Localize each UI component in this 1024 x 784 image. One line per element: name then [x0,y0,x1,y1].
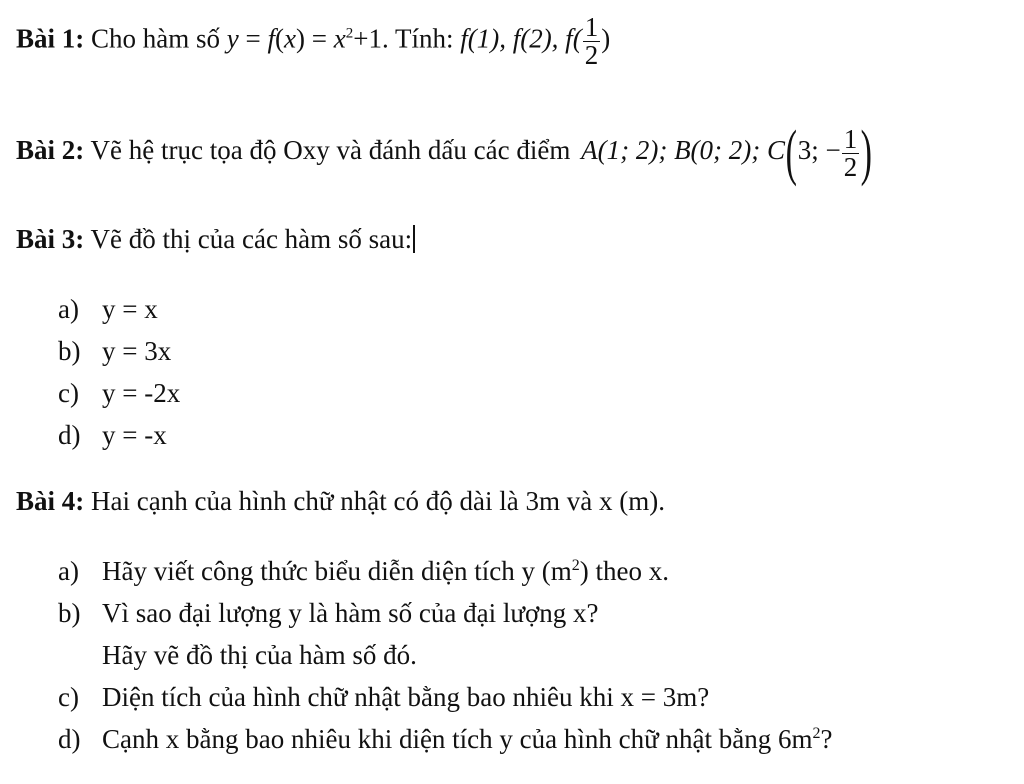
item-marker: d) [58,724,81,754]
exercise-4-label: Bài 4: [16,486,85,516]
item-text: y = x [102,294,158,324]
item-text: Diện tích của hình chữ nhật bằng bao nhiêu khi x = 3m? [102,682,710,712]
list-item [58,556,669,587]
superscript: 2 [571,557,580,574]
formula-y: y [226,23,239,54]
exercise-1-label: Bài 1: [16,23,85,54]
list-item [58,598,598,629]
item-marker: b) [58,336,81,366]
exercise-1: Bài 1: Cho hàm số $y = f(x) = x^2+1$. Tính: f(1), f(2), f( $\frac{1}{2}$ ) [16,12,611,70]
exercise-4-text: Hai cạnh của hình chữ nhật có độ dài là 3m và x (m). [91,486,665,516]
list-item [58,336,171,367]
exercise-4 [16,486,665,517]
compute-label: Tính: [394,23,454,54]
item-text: y = -2x [102,378,181,408]
exercise-3-text: Vẽ đồ thị của các hàm số sau: [90,224,413,254]
fraction-one-half: $\frac{1}{2}$ [584,12,599,70]
exercise-2-label: Bài 2: [16,135,85,166]
period: . [381,23,389,54]
item-marker: a) [58,556,79,586]
item-marker: a) [58,294,79,324]
exercise-1-text: Cho hàm số [91,23,221,54]
exercise-2-text: Vẽ hệ trục tọa độ Oxy và đánh dấu các điểm [90,135,571,166]
formula-x-squared: x [333,23,346,54]
list-item [58,294,158,325]
plus-one: +1 [353,23,382,54]
list-item-continuation: Hãy vẽ đồ thị của hàm số đó. [102,640,417,670]
exponent: 2 [345,25,354,42]
close-paren: ) [601,23,611,54]
item-marker: c) [58,378,79,408]
exercise-3 [16,224,415,255]
equals-sign: = [245,23,261,54]
item-marker: c) [58,682,79,712]
item-text: Vì sao đại lượng y là hàm số của đại lượng x? [102,598,599,628]
superscript: 2 [812,725,821,742]
list-item [58,378,180,409]
item-text: Hãy viết công thức biểu diễn diện tích y (m [102,556,572,586]
item-text: Cạnh x bằng bao nhiêu khi diện tích y của hình chữ nhật bằng 6m [102,724,813,754]
points-list: A(1; 2); B(0; 2); C [581,135,786,166]
item-text: y = 3x [102,336,172,366]
list-item [58,724,832,755]
item-text: y = -x [102,420,167,450]
item-text: ) theo x. [579,556,669,586]
equals-sign: = [311,23,327,54]
close-paren: ) [860,119,873,187]
exercise-2 [16,119,873,187]
formula-f: f [267,23,276,54]
list-item [58,420,167,451]
formula-x: x [284,23,296,54]
list-item [58,682,709,713]
text-cursor [413,225,415,253]
open-paren: ( [785,119,798,187]
item-marker: d) [58,420,81,450]
item-text: ? [820,724,833,754]
function-values: f(1), f(2), f( [460,23,582,54]
item-marker: b) [58,598,81,628]
fraction-one-half: $\frac{1}{2}$ [843,123,858,182]
exercise-3-label: Bài 3: [16,224,85,254]
point-c-x: 3; − [797,135,841,166]
